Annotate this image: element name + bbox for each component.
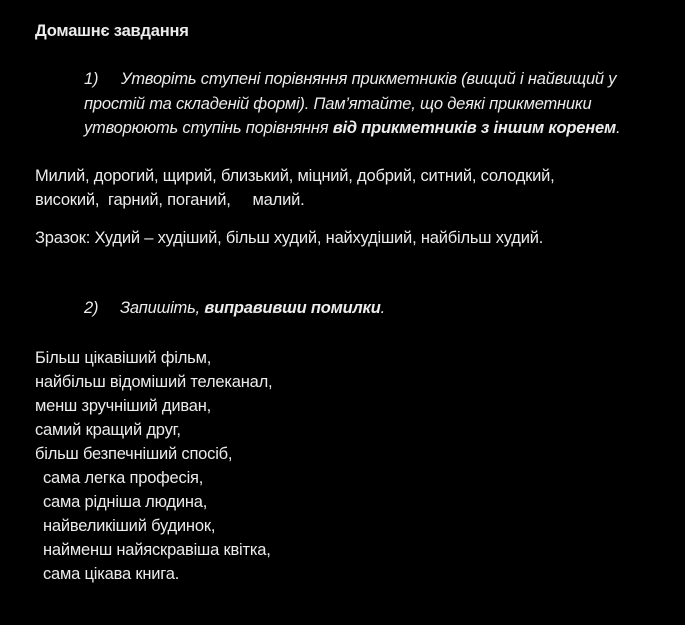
page-title: Домашнє завдання [35, 22, 189, 40]
task2-number: 2) [84, 299, 99, 317]
list-item: Більш цікавіший фільм, [35, 349, 212, 367]
list-item: сама цікава книга. [43, 565, 180, 583]
list-item: сама легка професія, [43, 469, 204, 487]
task1-line1-text: Утворіть ступені порівняння прикметників (вищий і найвищий у [121, 70, 617, 88]
adjective-list-line2: високий, гарний, поганий, малий. [35, 191, 305, 209]
task1-instruction-line3 [84, 118, 620, 138]
list-item: найвеликіший будинок, [43, 517, 216, 535]
task1-number: 1) [84, 70, 99, 88]
adjective-list-line1: Милий, дорогий, щирий, близький, міцний, добрий, ситний, солодкий, [35, 167, 555, 185]
list-item: більш безпечніший спосіб, [35, 445, 233, 463]
list-item: сама рідніша людина, [43, 493, 208, 511]
phrase-list [35, 346, 272, 586]
task1-instruction-line1 [84, 69, 616, 89]
task2-instruction [84, 298, 385, 318]
task1-line3-end: . [616, 119, 621, 137]
task2-text-plain: Запишіть, [120, 299, 205, 317]
list-item: самий кращий друг, [35, 421, 181, 439]
task2-text-emphasis: виправивши помилки [204, 299, 381, 317]
example-text: Зразок: Худий – худіший, більш худий, найхудіший, найбільш худий. [35, 229, 544, 247]
task1-line3-emphasis: від прикметників з іншим коренем [332, 119, 617, 137]
task2-text-end: . [380, 299, 385, 317]
list-item: найменш найяскравіша квітка, [43, 541, 271, 559]
task1-line3-plain: утворюють ступінь порівняння [84, 119, 333, 137]
list-item: найбільш відоміший телеканал, [35, 373, 273, 391]
list-item: менш зручніший диван, [35, 397, 211, 415]
task1-instruction-line2: простій та складеній формі). Пам’ятайте, що деякі прикметники [84, 95, 592, 113]
